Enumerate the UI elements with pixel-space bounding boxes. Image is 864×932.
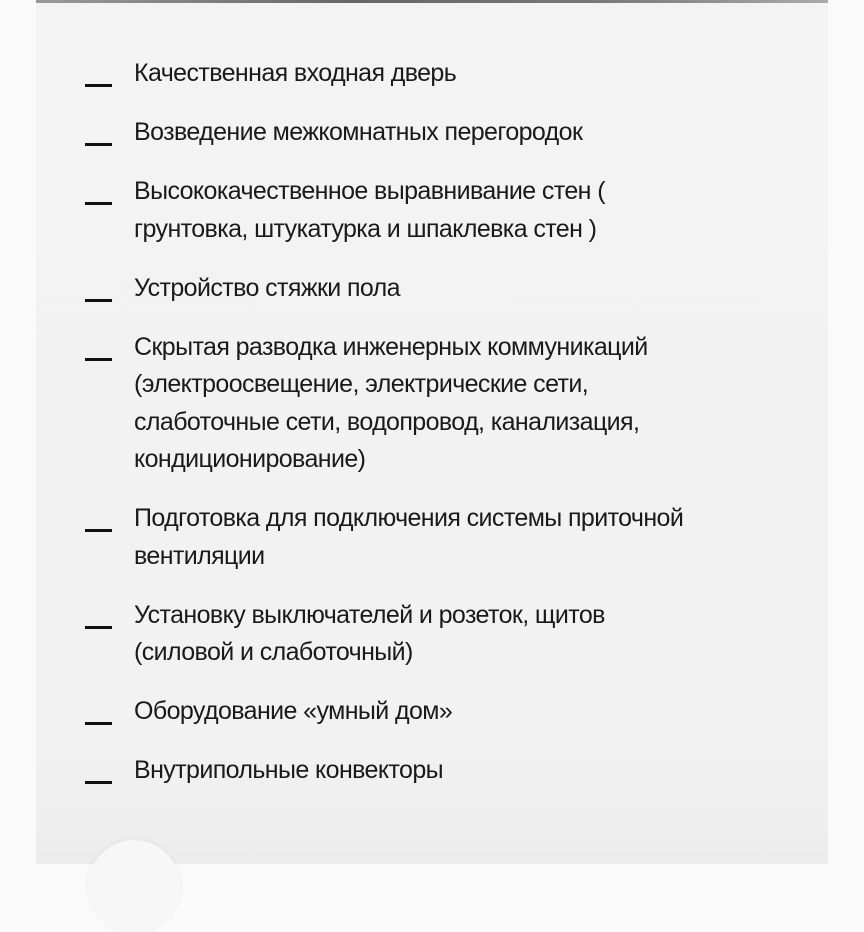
dash-bullet-icon [85,84,112,87]
list-item [84,597,804,672]
list-item [84,693,804,731]
dash-bullet-icon [85,358,112,361]
list-item-text-line: (электроосвещение, электрические сети, [134,370,589,398]
list-item-text-line: кондиционирование) [134,445,366,473]
list-item-text-line: вентиляции [134,541,265,570]
list-item-text-line: (силовой и слаботочный) [134,638,413,666]
list-item-text-line: Устройство стяжки пола [134,273,400,302]
list-item [84,270,804,308]
list-item-text-line: грунтовка, штукатурка и шпаклевка стен ) [134,214,597,243]
dash-bullet-icon [85,781,112,784]
dash-bullet-icon [85,299,112,302]
dash-bullet-icon [85,529,112,532]
round-button[interactable] [88,840,180,932]
dash-bullet-icon [85,202,112,205]
list-item-text-line: Высококачественное выравнивание стен ( [134,177,605,205]
list-item [84,173,804,248]
list-item [84,114,804,152]
list-item-text-line: Оборудование «умный дом» [134,697,453,725]
list-item [84,752,804,790]
list-item [84,55,804,93]
list-item-text-line: Возведение межкомнатных перегородок [134,118,583,146]
list-item-text-line: Скрытая разводка инженерных коммуникаций [134,332,648,361]
list-item-text-line: Качественная входная дверь [134,59,457,87]
list-item-text-line: Подготовка для подключения системы приточной [134,504,684,532]
list-item-text-line: Установку выключателей и розеток, щитов [134,600,605,629]
list-item-text-line: слаботочные сети, водопровод, канализация, [134,407,640,436]
list-item [84,500,804,575]
list-item [84,329,804,479]
features-list [84,55,804,811]
dash-bullet-icon [85,143,112,146]
list-item-text-line: Внутрипольные конвекторы [134,756,444,784]
dash-bullet-icon [85,722,112,725]
dash-bullet-icon [85,626,112,629]
